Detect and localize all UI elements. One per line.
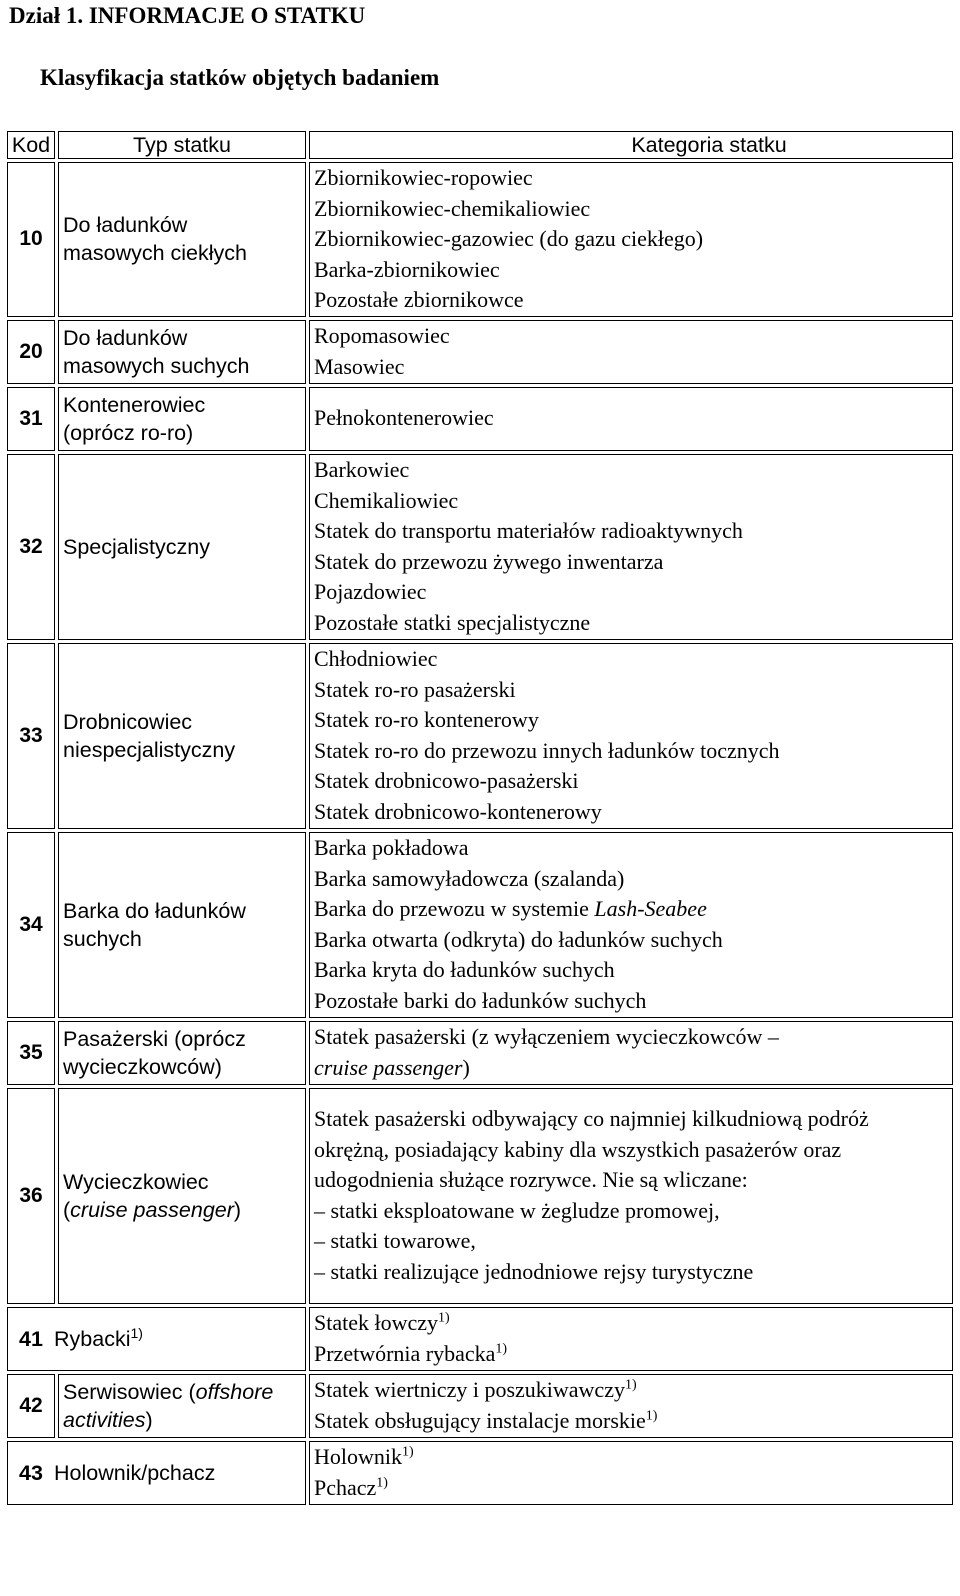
kategoria-item: Pozostałe statki specjalistyczne <box>314 609 591 635</box>
row-typ <box>58 387 306 451</box>
typ-line: Barka do ładunków <box>63 898 246 923</box>
table-row <box>7 1088 953 1304</box>
row-kategoria <box>309 320 953 384</box>
ship-classification-table <box>4 128 956 1508</box>
row-kod: 10 <box>7 162 55 317</box>
row-kategoria <box>309 162 953 317</box>
typ-text: Serwisowiec ( <box>63 1379 196 1404</box>
typ-italic: activities <box>63 1407 146 1432</box>
row-kod-typ <box>7 1307 306 1371</box>
typ-line: Drobnicowiec <box>63 709 193 734</box>
row-kategoria <box>309 832 953 1018</box>
typ-italic: cruise passenger <box>70 1197 234 1222</box>
kategoria-text: Statek łowczy <box>314 1310 439 1335</box>
row-kategoria <box>309 1441 953 1505</box>
kategoria-item: Barka samowyładowcza (szalanda) <box>314 865 625 891</box>
kategoria-item: Barka pokładowa <box>314 835 469 860</box>
section-title: Dział 1. INFORMACJE O STATKU <box>9 3 366 28</box>
kategoria-item: Statek do transportu materiałów radioaktywnych <box>314 518 743 543</box>
table-row <box>7 1374 953 1438</box>
kategoria-item: Pojazdowiec <box>314 579 427 604</box>
row-kod-typ <box>7 1441 306 1505</box>
row-kategoria <box>309 387 953 451</box>
row-typ: Holownik/pchacz <box>54 1460 216 1485</box>
row-kod: 33 <box>7 643 55 829</box>
typ-line: masowych ciekłych <box>63 241 247 266</box>
kategoria-item: Barka kryta do ładunków suchych <box>314 957 615 982</box>
table-row <box>7 643 953 829</box>
table-row <box>7 387 953 451</box>
row-kategoria <box>309 1021 953 1085</box>
row-typ <box>58 454 306 640</box>
row-kod: 41 <box>19 1326 43 1351</box>
kategoria-text: Holownik <box>314 1444 402 1469</box>
footnote-mark: 1) <box>402 1444 414 1460</box>
kategoria-paragraph: Statek pasażerski odbywający co najmniej kilkudniową podróż okrężną, posiadający kabiny dla wszystkich pasażerów oraz udogodnienia służące rozrywce. Nie są wliczane: <box>314 1106 869 1192</box>
typ-line: masowych suchych <box>63 353 250 378</box>
typ-line: (oprócz ro-ro) <box>63 420 194 445</box>
kategoria-item: Statek ro-ro pasażerski <box>314 676 516 702</box>
dash: – <box>314 1258 325 1284</box>
kategoria-bullet <box>314 1226 948 1257</box>
table-row <box>7 832 953 1018</box>
kategoria-item: Statek pasażerski (z wyłączeniem wycieczkowców – <box>314 1024 779 1049</box>
bullet-text: statki towarowe, <box>330 1228 476 1253</box>
header-typ: Typ statku <box>58 131 306 159</box>
kategoria-item <box>314 1308 948 1339</box>
table-row <box>7 320 953 384</box>
typ-line: Specjalistyczny <box>63 534 210 559</box>
kategoria-bullet <box>314 1257 948 1288</box>
kategoria-item: Zbiornikowiec-gazowiec (do gazu ciekłego) <box>314 226 704 251</box>
kategoria-item: Barka otwarta (odkryta) do ładunków suchych <box>314 926 723 952</box>
kategoria-item <box>314 1442 948 1473</box>
typ-line: Do ładunków <box>63 213 188 238</box>
kategoria-text: Statek wiertniczy i poszukiwawczy <box>314 1377 625 1402</box>
kategoria-item <box>314 1339 948 1370</box>
footnote-mark: 1) <box>130 1324 143 1341</box>
row-kod: 43 <box>19 1460 43 1485</box>
kategoria-item: Barkowiec <box>314 457 410 482</box>
kategoria-italic: Lash-Seabee <box>594 896 707 921</box>
row-typ <box>58 1021 306 1085</box>
typ-line: niespecjalistyczny <box>63 737 236 762</box>
row-kategoria <box>309 1374 953 1438</box>
table-row <box>7 1307 953 1371</box>
row-typ: Rybacki <box>54 1326 131 1351</box>
dash: – <box>314 1197 325 1223</box>
kategoria-text: ) <box>462 1054 470 1080</box>
typ-line: wycieczkowców) <box>63 1054 222 1079</box>
typ-line: Kontenerowiec <box>63 392 206 417</box>
row-kod: 42 <box>7 1374 55 1438</box>
kategoria-item: Zbiornikowiec-ropowiec <box>314 165 533 190</box>
kategoria-item <box>314 1406 948 1437</box>
table-row <box>7 162 953 317</box>
footnote-mark: 1) <box>645 1408 658 1424</box>
footnote-mark: 1) <box>438 1310 450 1326</box>
typ-line <box>63 1406 301 1434</box>
row-typ <box>58 832 306 1018</box>
table-row <box>7 1021 953 1085</box>
kategoria-item: Pełnokontenerowiec <box>314 405 494 431</box>
kategoria-item: Statek drobnicowo-pasażerski <box>314 768 579 793</box>
kategoria-item <box>314 1053 948 1084</box>
kategoria-item: Statek ro-ro do przewozu innych ładunków tocznych <box>314 737 780 763</box>
typ-line: Do ładunków <box>63 325 188 350</box>
typ-line: suchych <box>63 926 142 951</box>
row-kategoria <box>309 643 953 829</box>
kategoria-italic: cruise passenger <box>314 1054 463 1080</box>
row-typ <box>58 1374 306 1438</box>
typ-text: ) <box>145 1407 153 1432</box>
row-typ <box>58 162 306 317</box>
bullet-text: statki eksploatowane w żegludze promowej, <box>330 1197 720 1223</box>
header-kategoria: Kategoria statku <box>309 131 953 159</box>
bullet-text: statki realizujące jednodniowe rejsy turystyczne <box>330 1258 754 1284</box>
kategoria-text: Przetwórnia rybacka <box>314 1340 496 1366</box>
dash: – <box>314 1228 325 1253</box>
typ-line: Wycieczkowiec <box>63 1169 209 1194</box>
kategoria-item: Zbiornikowiec-chemikaliowiec <box>314 195 591 221</box>
row-typ <box>58 320 306 384</box>
kategoria-item: Statek ro-ro kontenerowy <box>314 707 539 732</box>
subtitle: Klasyfikacja statków objętych badaniem <box>40 65 440 90</box>
row-kod: 20 <box>7 320 55 384</box>
row-kategoria <box>309 454 953 640</box>
typ-line: (cruise passenger) <box>63 1197 242 1222</box>
kategoria-text: Pchacz <box>314 1474 377 1500</box>
table-header-row <box>7 131 953 159</box>
kategoria-item: Pozostałe barki do ładunków suchych <box>314 987 647 1013</box>
row-kategoria <box>309 1307 953 1371</box>
row-kod: 35 <box>7 1021 55 1085</box>
kategoria-text: Barka do przewozu w systemie <box>314 896 595 921</box>
kategoria-bullet <box>314 1196 948 1227</box>
kategoria-item: Statek do przewozu żywego inwentarza <box>314 548 664 574</box>
row-kod: 36 <box>7 1088 55 1304</box>
kategoria-item: Statek drobnicowo-kontenerowy <box>314 798 602 824</box>
footnote-mark: 1) <box>376 1475 388 1491</box>
row-kod: 32 <box>7 454 55 640</box>
table-row <box>7 1441 953 1505</box>
typ-line <box>63 1378 301 1406</box>
kategoria-item <box>314 1375 948 1406</box>
kategoria-item: Masowiec <box>314 353 405 379</box>
row-kod: 31 <box>7 387 55 451</box>
kategoria-text: Statek obsługujący instalacje morskie <box>314 1407 646 1433</box>
typ-italic: offshore <box>195 1379 274 1404</box>
table-row <box>7 454 953 640</box>
kategoria-item <box>314 1473 948 1504</box>
row-kod: 34 <box>7 832 55 1018</box>
typ-line: Pasażerski (oprócz <box>63 1026 246 1051</box>
kategoria-item: Pozostałe zbiornikowce <box>314 287 524 312</box>
footnote-mark: 1) <box>624 1377 637 1393</box>
header-kod: Kod <box>7 131 55 159</box>
row-kategoria <box>309 1088 953 1304</box>
row-typ <box>58 1088 306 1304</box>
kategoria-item: Barka-zbiornikowiec <box>314 256 500 282</box>
kategoria-item: Ropomasowiec <box>314 323 450 348</box>
kategoria-item <box>314 894 948 925</box>
kategoria-item: Chemikaliowiec <box>314 487 459 513</box>
footnote-mark: 1) <box>495 1341 508 1357</box>
row-typ <box>58 643 306 829</box>
kategoria-item: Chłodniowiec <box>314 646 438 671</box>
